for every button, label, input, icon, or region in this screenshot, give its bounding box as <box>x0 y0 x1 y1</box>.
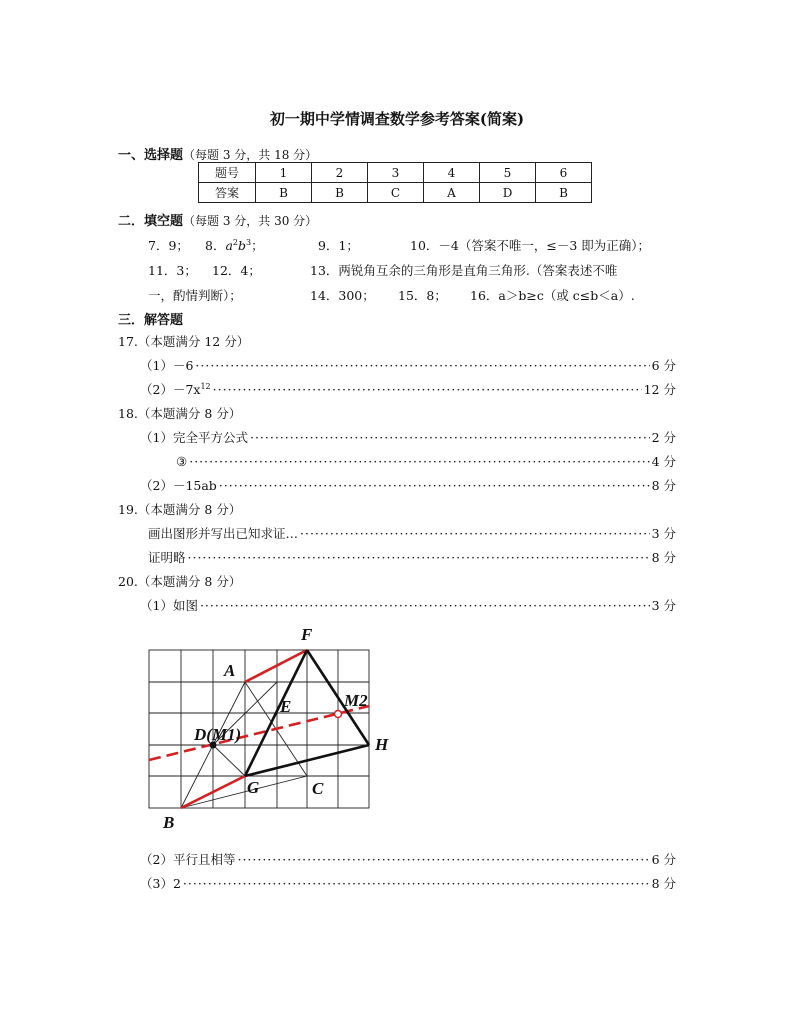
answer-q14: 14．300； <box>310 288 375 303</box>
q17-part2-exp: 12 <box>200 381 211 391</box>
table-header-cell: 题号 <box>199 163 256 183</box>
q19-line2-score: 8 分 <box>651 550 676 565</box>
q8-exp-b: 3 <box>246 237 252 247</box>
q8-prefix: 8． <box>205 238 226 253</box>
segment-bc <box>181 776 307 808</box>
q17-part1-answer: （1）－6 <box>140 358 194 373</box>
leader-dots <box>200 598 650 613</box>
table-cell: 2 <box>312 163 368 183</box>
q17-part2-answer <box>140 380 211 398</box>
leader-dots <box>213 382 642 397</box>
answer-q11: 11．3； <box>148 263 197 278</box>
section-1-note: （每题 3 分，共 18 分） <box>183 148 318 162</box>
q18-part1 <box>140 428 676 446</box>
q17-part2-base: （2）－7x <box>140 382 201 397</box>
q18-part2-answer: （2）－15ab <box>140 478 217 493</box>
label-m2: M2 <box>344 691 368 710</box>
leader-dots <box>183 876 650 891</box>
section-1-heading <box>118 144 317 163</box>
leader-dots <box>188 550 650 565</box>
q8-exp-a: 2 <box>232 237 238 247</box>
table-cell: C <box>368 183 424 203</box>
q20-part3 <box>140 874 676 892</box>
table-cell: B <box>536 183 592 203</box>
q18-part1b-answer: ③ <box>176 454 188 469</box>
q8-var-a: a <box>225 238 233 253</box>
table-cell: 5 <box>480 163 536 183</box>
table-cell: 6 <box>536 163 592 183</box>
label-d-m1: D(M1) <box>194 725 242 744</box>
table-cell: D <box>480 183 536 203</box>
label-c: C <box>312 779 324 798</box>
q17-part2 <box>140 380 676 398</box>
q20-heading: 20.（本题满分 8 分） <box>118 574 242 589</box>
answer-q13-line1: 13．两锐角互余的三角形是直角三角形.（答案表述不唯 <box>310 263 618 278</box>
answer-q9: 9．1； <box>318 238 359 253</box>
answer-q8 <box>205 236 264 254</box>
q19-line1-text: 画出图形并写出已知求证… <box>148 526 299 541</box>
label-h: H <box>375 735 389 754</box>
q20-part2 <box>140 850 676 868</box>
q19-line1 <box>148 524 676 542</box>
q18-part2-score: 8 分 <box>651 478 676 493</box>
answer-q10: 10．－4（答案不唯一，≤－3 即为正确）； <box>410 238 651 253</box>
q18-part2 <box>140 476 676 494</box>
leader-dots <box>250 430 650 445</box>
q20-part3-answer: （3）2 <box>140 876 181 891</box>
label-a: A <box>224 661 236 680</box>
q20-part1 <box>140 596 676 614</box>
answer-q12: 12．4； <box>212 263 261 278</box>
answer-q7: 7．9； <box>148 238 189 253</box>
page-title: 初一期中学情调查数学参考答案(简案) <box>269 110 525 128</box>
table-cell: 3 <box>368 163 424 183</box>
q18-part1b <box>176 452 676 470</box>
section-3-heading <box>118 309 183 328</box>
answer-table-row-numbers <box>199 163 592 183</box>
q8-var-b: b <box>238 238 247 253</box>
answer-table <box>198 162 592 203</box>
q18-part1b-score: 4 分 <box>651 454 676 469</box>
q20-part1-score: 3 分 <box>651 598 676 613</box>
table-cell: 1 <box>256 163 312 183</box>
q19-heading: 19.（本题满分 8 分） <box>118 502 242 517</box>
section-1-title: 一、选择题 <box>118 148 184 163</box>
segment-dg <box>213 745 245 776</box>
q18-heading: 18.（本题满分 8 分） <box>118 406 242 421</box>
label-f: F <box>301 625 313 644</box>
q8-suffix: ； <box>251 238 264 253</box>
q18-part1-score: 2 分 <box>651 430 676 445</box>
q19-line1-score: 3 分 <box>651 526 676 541</box>
answer-table-row-answers <box>199 183 592 203</box>
leader-dots <box>219 478 650 493</box>
section-3-title: 三．解答题 <box>118 313 184 328</box>
leader-dots <box>300 526 650 541</box>
label-b: B <box>163 813 175 832</box>
q20-part2-answer: （2）平行且相等 <box>140 852 236 867</box>
q20-part2-score: 6 分 <box>651 852 676 867</box>
table-cell: B <box>312 183 368 203</box>
leader-dots <box>195 358 649 373</box>
q17-part2-score: 12 分 <box>643 382 676 397</box>
table-header-cell: 答案 <box>199 183 256 203</box>
geometry-figure <box>130 618 400 838</box>
table-cell: B <box>256 183 312 203</box>
section-2-heading <box>118 210 317 229</box>
q17-part1-score: 6 分 <box>651 358 676 373</box>
label-e: E <box>280 697 292 716</box>
answer-q15: 15．8； <box>398 288 447 303</box>
label-g: G <box>247 778 260 797</box>
q18-part1-answer: （1）完全平方公式 <box>140 430 248 445</box>
section-2-title: 二．填空题 <box>118 214 184 229</box>
q19-line2-text: 证明略 <box>148 550 186 565</box>
leader-dots <box>237 852 649 867</box>
section-2-note: （每题 3 分，共 30 分） <box>183 214 318 228</box>
leader-dots <box>189 454 649 469</box>
answer-q16: 16．a＞b≥c（或 c≤b＜a）. <box>470 288 635 303</box>
q20-part3-score: 8 分 <box>651 876 676 891</box>
q17-heading: 17.（本题满分 12 分） <box>118 334 250 349</box>
point-m2 <box>335 711 342 718</box>
q20-part1-answer: （1）如图 <box>140 598 198 613</box>
table-cell: A <box>424 183 480 203</box>
answer-q13-line2: 一，酌情判断）； <box>148 288 242 303</box>
q17-part1 <box>140 356 676 374</box>
q19-line2 <box>148 548 676 566</box>
table-cell: 4 <box>424 163 480 183</box>
